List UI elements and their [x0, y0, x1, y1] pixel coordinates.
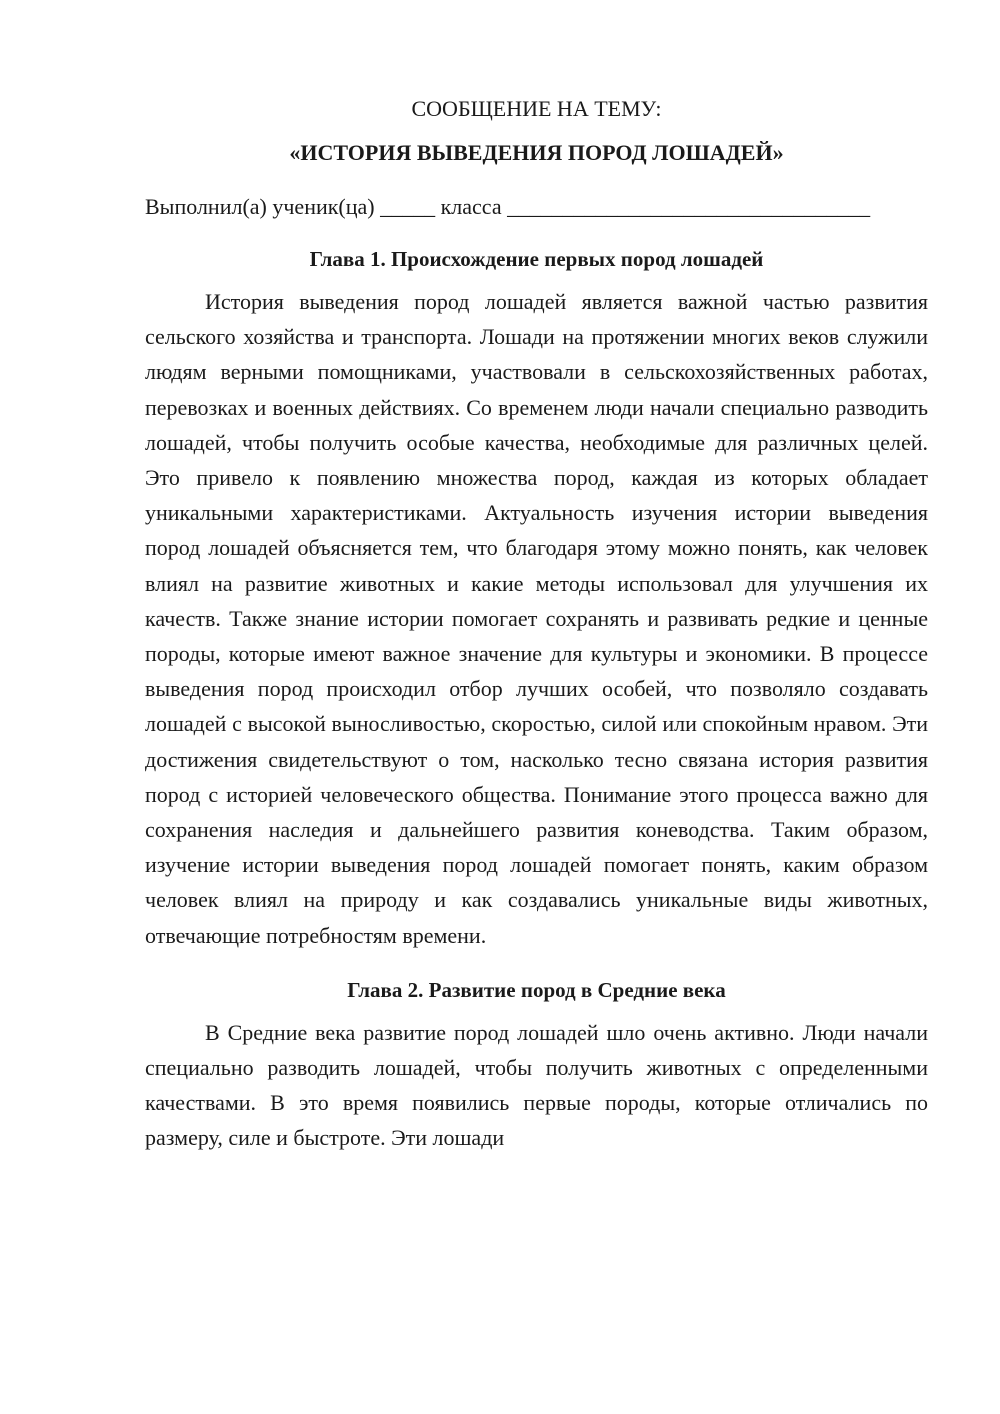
document-header-line: СООБЩЕНИЕ НА ТЕМУ:: [411, 96, 662, 121]
chapter-2-heading: Глава 2. Развитие пород в Средние века: [347, 977, 726, 1002]
chapter-2-paragraph: В Средние века развитие пород лошадей шло очень активно. Люди начали специально разводить лошадей, чтобы получить животных с определенными качествами. В это время появились первые породы, которые отличались по размеру, силе и быстроте. Эти лошади: [145, 1019, 928, 1151]
document-title: «ИСТОРИЯ ВЫВЕДЕНИЯ ПОРОД ЛОШАДЕЙ»: [289, 140, 784, 165]
chapter-1-heading: Глава 1. Происхождение первых пород лошадей: [309, 247, 764, 271]
chapter-1-paragraph: История выведения пород лошадей является важной частью развития сельского хозяйства и транспорта. Лошади на протяжении многих веков служили людям верными помощниками, участвовали в сельскохозяйственных работах, перевозках и военных действиях. Со временем люди начали специально разводить лошадей, чтобы получить особые качества, необходимые для различных целей. Это привело к появлению множества пород, каждая из которых обладает уникальными характеристиками. Актуальность изучения истории выведения пород лошадей объясняется тем, что благодаря этому можно понять, как человек влиял на развитие животных и какие методы использовал для улучшения их качеств. Также знание истории помогает сохранять и развивать редкие и ценные породы, которые имеют важное значение для культуры и экономики. В процессе выведения пород происходил отбор лучших особей, что позволяло создавать лошадей с высокой выносливостью, скоростью, силой или спокойным нравом. Эти достижения свидетельствуют о том, насколько тесно связана история развития пород с историей человеческого общества. Понимание этого процесса важно для сохранения наследия и дальнейшего развития коневодства. Таким образом, изучение истории выведения пород лошадей помогает понять, каким образом человек влиял на природу и как создавались уникальные виды животных, отвечающие потребностям времени.: [145, 289, 928, 948]
author-line: Выполнил(а) ученик(ца) _____ класса _________________________________: [145, 194, 871, 219]
